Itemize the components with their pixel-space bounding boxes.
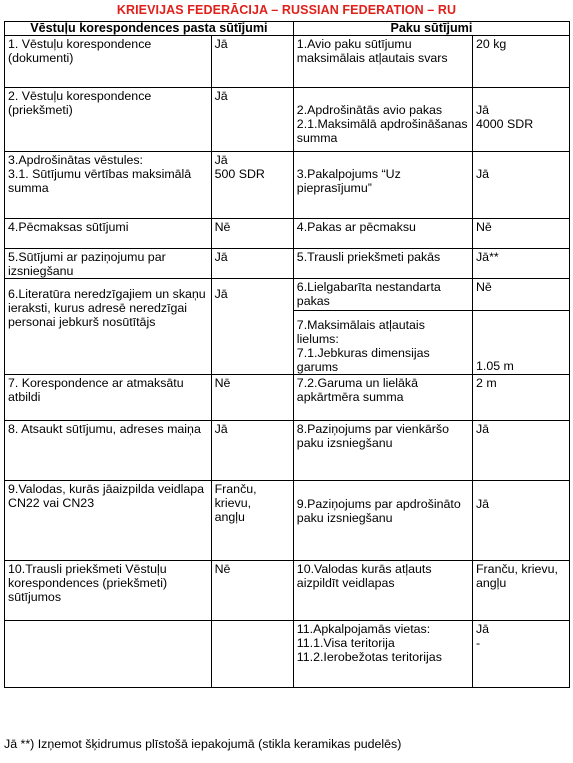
parcel-value: Jā — [472, 152, 569, 219]
parcel-label: 6.Lielgabarīta nestandarta pakas — [293, 279, 472, 311]
parcel-label: 9.Paziņojums par apdrošināto paku izsniegšanu — [293, 481, 472, 561]
letter-value: Jā — [211, 279, 293, 375]
letter-label: 2. Vēstuļu korespondence (priekšmeti) — [5, 88, 212, 152]
parcel-label: 7.Maksimālais atļautais lielums: 7.1.Jebkuras dimensijas garums — [293, 311, 472, 375]
parcel-value: Jā — [472, 481, 569, 561]
parcel-label: 11.Apkalpojamās vietas: 11.1.Visa teritorija 11.2.Ierobežotas teritorijas — [293, 621, 472, 688]
letter-value: Nē — [211, 561, 293, 621]
parcel-label: 4.Pakas ar pēcmaksu — [293, 219, 472, 249]
parcel-value: 20 kg — [472, 36, 569, 88]
parcel-value: Jā — [472, 421, 569, 481]
parcel-value: Jā - — [472, 621, 569, 688]
letter-label: 10.Trausli priekšmeti Vēstuļu korespondences (priekšmeti) sūtījumos — [5, 561, 212, 621]
letter-label: 8. Atsaukt sūtījumu, adreses maiņa — [5, 421, 212, 481]
parcel-value: Franču, krievu, angļu — [472, 561, 569, 621]
letter-label: 9.Valodas, kurās jāaizpilda veidlapa CN22 vai CN23 — [5, 481, 212, 561]
letter-value: Nē — [211, 375, 293, 421]
footnote: Jā **) Izņemot šķidrumus plīstošā iepakojumā (stikla keramikas pudelēs) — [4, 737, 402, 751]
letter-value: Jā — [211, 249, 293, 279]
parcel-value: Nē — [472, 219, 569, 249]
letter-empty-cell — [211, 621, 293, 688]
parcel-value: Jā 4000 SDR — [472, 88, 569, 152]
services-table — [4, 21, 570, 688]
letter-value: Franču, krievu, angļu — [211, 481, 293, 561]
parcels-header: Paku sūtījumi — [293, 22, 569, 36]
letter-value: Jā 500 SDR — [211, 152, 293, 219]
parcel-value: 1.05 m — [472, 311, 569, 375]
parcel-label: 7.2.Garuma un lielākā apkārtmēra summa — [293, 375, 472, 421]
letter-value: Jā — [211, 88, 293, 152]
letter-label: 7. Korespondence ar atmaksātu atbildi — [5, 375, 212, 421]
letter-label: 3.Apdrošinātas vēstules: 3.1. Sūtījumu vērtības maksimālā summa — [5, 152, 212, 219]
parcel-value: Jā** — [472, 249, 569, 279]
page-title: KRIEVIJAS FEDERĀCIJA – RUSSIAN FEDERATION – RU — [116, 3, 457, 17]
letter-label: 6.Literatūra neredzīgajiem un skaņu ieraksti, kurus adresē neredzīgai personai jebkurš nosūtītājs — [5, 279, 212, 375]
parcel-value: Nē — [472, 279, 569, 311]
letter-label: 4.Pēcmaksas sūtījumi — [5, 219, 212, 249]
letter-value: Nē — [211, 219, 293, 249]
letter-value: Jā — [211, 36, 293, 88]
letter-label: 5.Sūtījumi ar paziņojumu par izsniegšanu — [5, 249, 212, 279]
parcel-label: 2.Apdrošinātās avio pakas 2.1.Maksimālā apdrošināšanas summa — [293, 88, 472, 152]
letters-header: Vēstuļu korespondences pasta sūtījumi — [5, 22, 294, 36]
letter-empty-cell — [5, 621, 212, 688]
letter-label: 1. Vēstuļu korespondence (dokumenti) — [5, 36, 212, 88]
parcel-label: 1.Avio paku sūtījumu maksimālais atļautais svars — [293, 36, 472, 88]
parcel-label: 10.Valodas kurās atļauts aizpildīt veidlapas — [293, 561, 472, 621]
parcel-label: 5.Trausli priekšmeti pakās — [293, 249, 472, 279]
parcel-label: 8.Paziņojums par vienkāršo paku izsniegšanu — [293, 421, 472, 481]
parcel-value: 2 m — [472, 375, 569, 421]
parcel-label: 3.Pakalpojums “Uz pieprasījumu” — [293, 152, 472, 219]
letter-value: Jā — [211, 421, 293, 481]
